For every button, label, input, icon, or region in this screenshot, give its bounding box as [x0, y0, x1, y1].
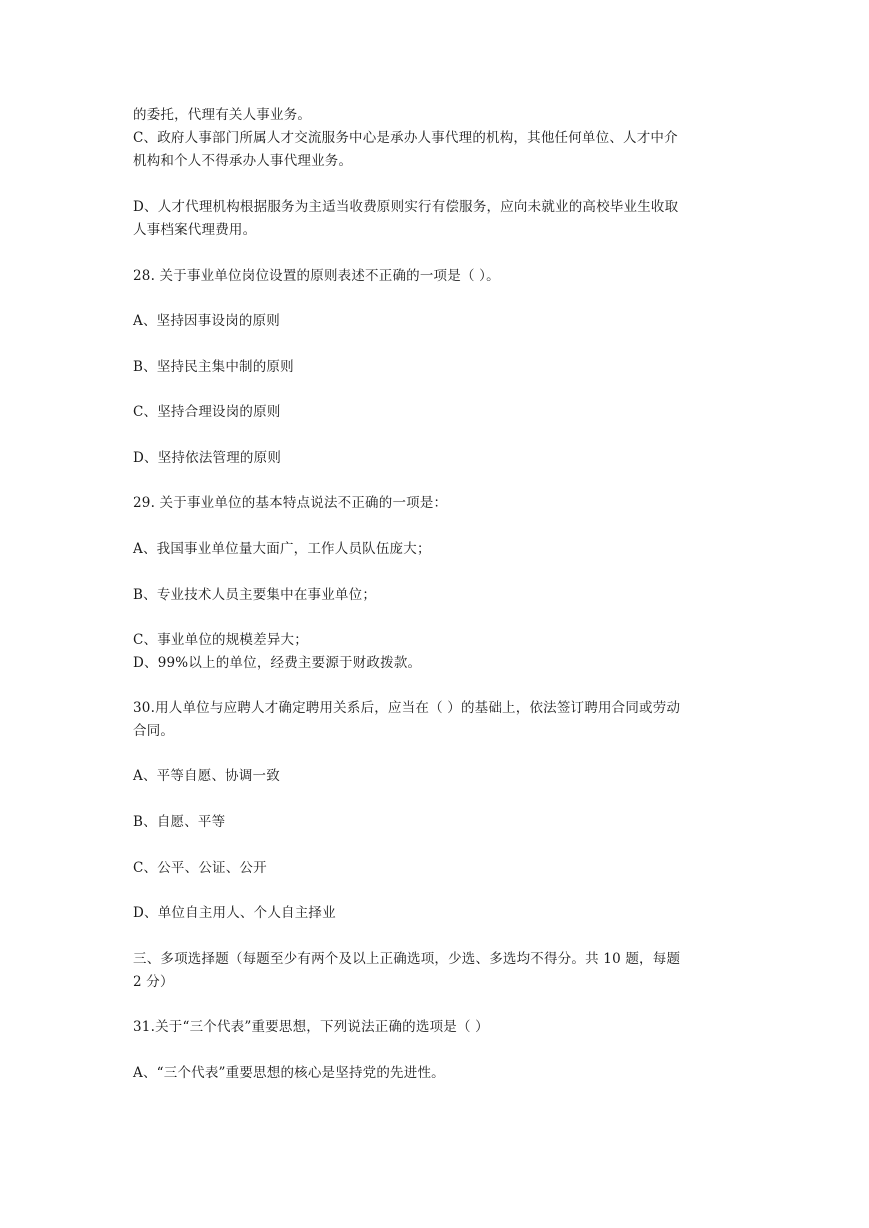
option-a: A、“三个代表”重要思想的核心是坚持党的先进性。	[133, 1065, 445, 1081]
option-b: B、专业技术人员主要集中在事业单位；	[133, 587, 377, 603]
option-c: C、事业单位的规模差异大；	[133, 632, 308, 648]
text-line: 人事档案代理费用。	[133, 222, 257, 238]
question-30: 30.用人单位与应聘人才确定聘用关系后，应当在（ ）的基础上，依法签订聘用合同或劳动	[133, 700, 681, 716]
option-c: C、公平、公证、公开	[133, 860, 267, 876]
option-a: A、我国事业单位量大面广，工作人员队伍庞大；	[133, 541, 431, 557]
question-28: 28. 关于事业单位岗位设置的原则表述不正确的一项是（ ）。	[133, 268, 500, 284]
question-31: 31.关于“三个代表”重要思想，下列说法正确的选项是（ ）	[133, 1019, 489, 1035]
option-d-line: D、人才代理机构根据服务为主适当收费原则实行有偿服务，应向未就业的高校毕业生收取	[133, 199, 679, 215]
option-b: B、坚持民主集中制的原则	[133, 359, 294, 375]
question-29: 29. 关于事业单位的基本特点说法不正确的一项是：	[133, 495, 448, 511]
option-d: D、单位自主用人、个人自主择业	[133, 905, 336, 921]
text-line: 机构和个人不得承办人事代理业务。	[133, 153, 353, 169]
option-a: A、平等自愿、协调一致	[133, 768, 280, 784]
option-c: C、坚持合理设岗的原则	[133, 404, 281, 420]
text-line: 2 分）	[133, 974, 174, 990]
section-heading: 三、多项选择题（每题至少有两个及以上正确选项，少选、多选均不得分。共 10 题，每题	[133, 951, 681, 967]
option-d: D、99%以上的单位，经费主要源于财政拨款。	[133, 655, 422, 671]
option-a: A、坚持因事设岗的原则	[133, 313, 280, 329]
text-line: 合同。	[133, 723, 175, 739]
option-b: B、自愿、平等	[133, 814, 226, 830]
text-line: 的委托，代理有关人事业务。	[133, 107, 312, 123]
option-d: D、坚持依法管理的原则	[133, 450, 282, 466]
option-c-line: C、政府人事部门所属人才交流服务中心是承办人事代理的机构，其他任何单位、人才中介	[133, 130, 678, 146]
